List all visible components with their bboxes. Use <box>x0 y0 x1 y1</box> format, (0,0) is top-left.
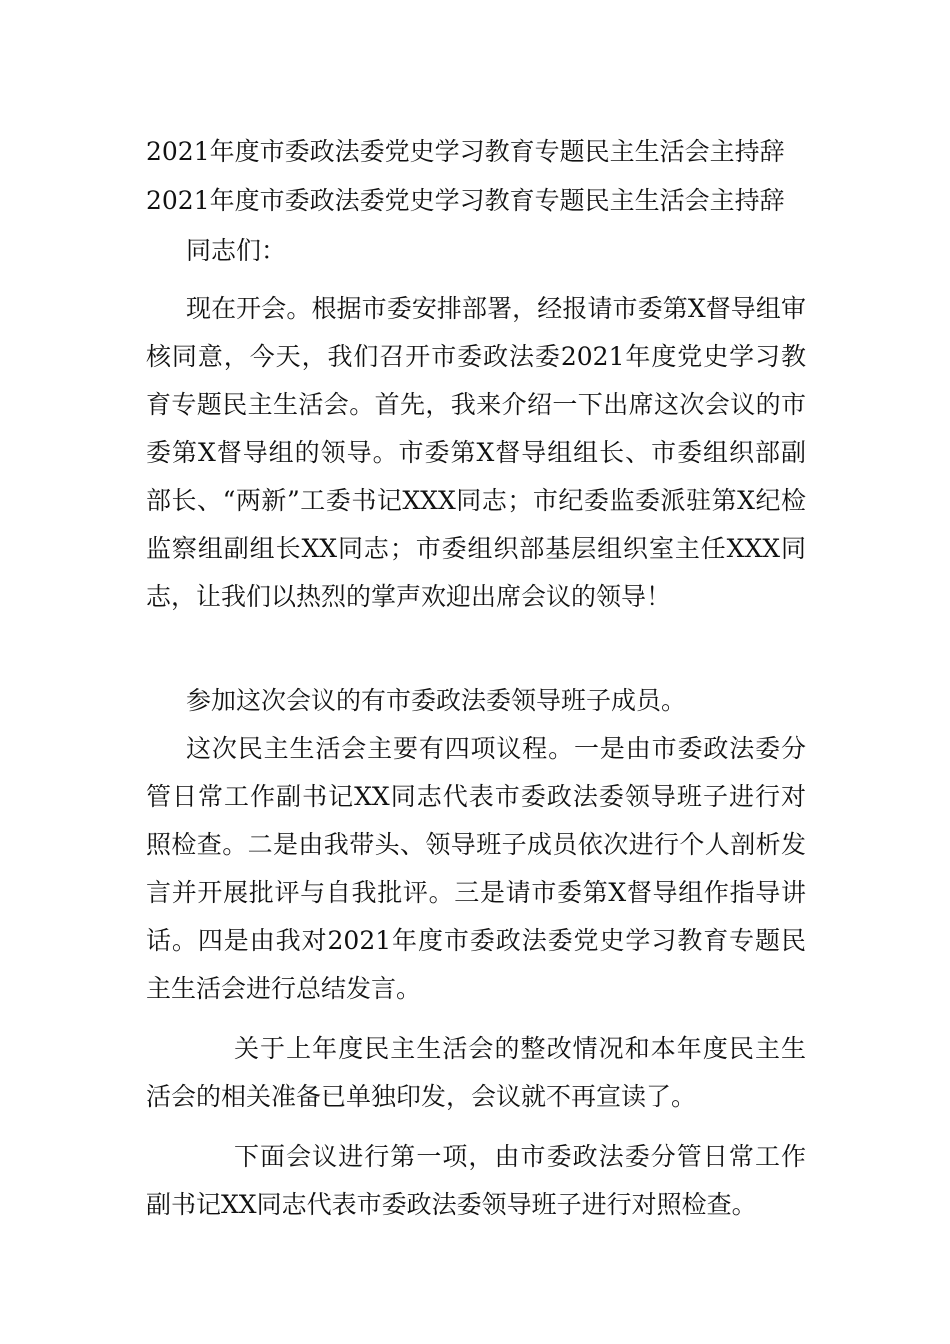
document-page <box>146 128 806 1229</box>
paragraph-opening: 现在开会。根据市委安排部署，经报请市委第X督导组审核同意，今天，我们召开市委政法委2021年度党史学习教育专题民主生活会。首先，我来介绍一下出席这次会议的市委第X督导组的领导。市委第X督导组组长、市委组织部副部长、“两新”工委书记XXX同志；市纪委监委派驻第X纪检监察组副组长XX同志；市委组织部基层组织室主任XXX同志，让我们以热烈的掌声欢迎出席会议的领导！ <box>146 294 806 611</box>
paragraph-first-item: 下面会议进行第一项，由市委政法委分管日常工作副书记XX同志代表市委政法委领导班子进行对照检查。 <box>146 1142 806 1219</box>
paragraph-rectification: 关于上年度民主生活会的整改情况和本年度民主生活会的相关准备已单独印发，会议就不再宣读了。 <box>146 1034 806 1111</box>
document-title: 2021年度市委政法委党史学习教育专题民主生活会主持辞 <box>146 137 785 166</box>
salutation: 同志们： <box>186 236 287 265</box>
document-title-repeat: 2021年度市委政法委党史学习教育专题民主生活会主持辞 <box>146 186 785 215</box>
paragraph-attendees: 参加这次会议的有市委政法委领导班子成员。 <box>186 686 687 715</box>
paragraph-agenda: 这次民主生活会主要有四项议程。一是由市委政法委分管日常工作副书记XX同志代表市委政法委领导班子进行对照检查。二是由我带头、领导班子成员依次进行个人剖析发言并开展批评与自我批评。三是请市委第X督导组作指导讲话。四是由我对2021年度市委政法委党史学习教育专题民主生活会进行总结发言。 <box>146 734 806 1003</box>
